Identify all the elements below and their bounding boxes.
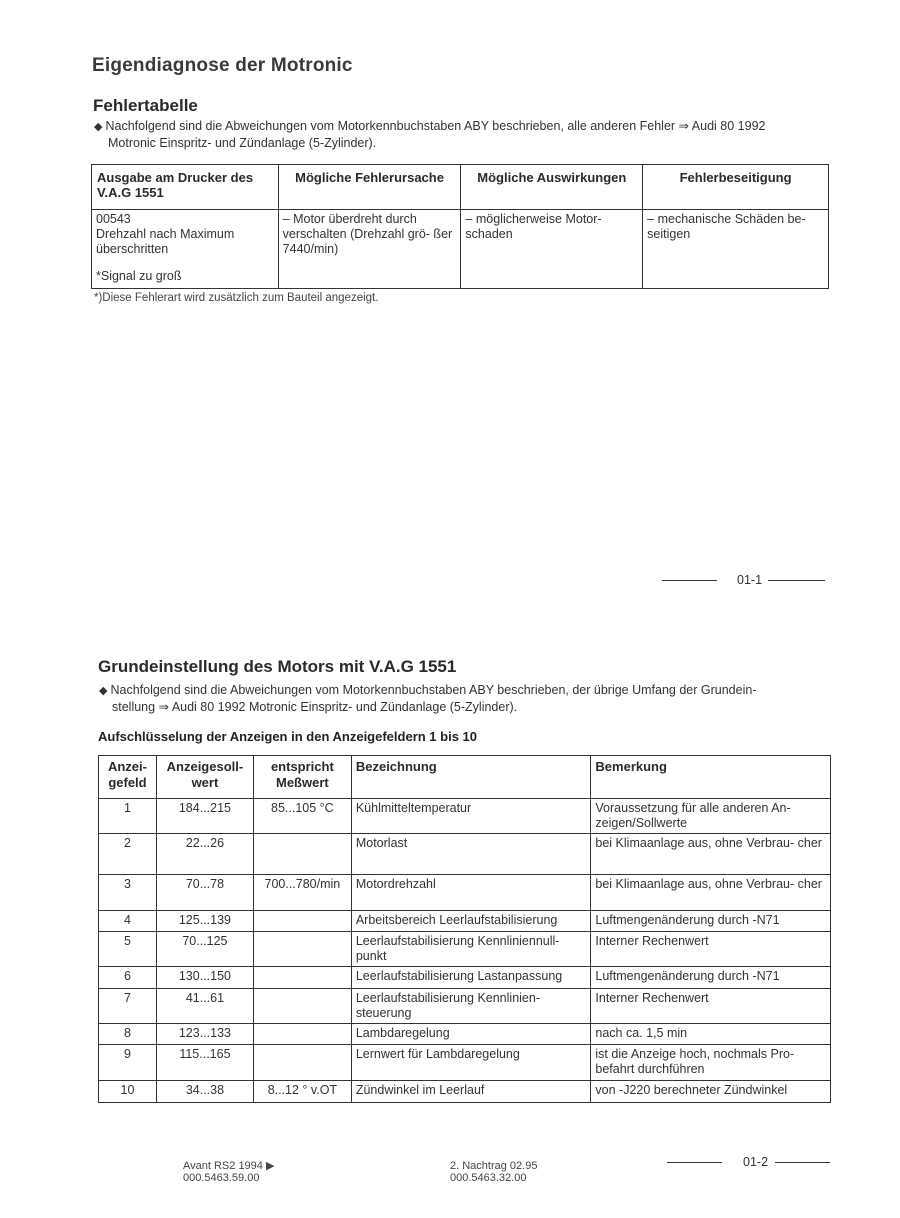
fault-effect: – möglicherweise Motor- schaden	[461, 210, 643, 289]
row-remark: Interner Rechenwert	[591, 989, 831, 1024]
row-measured	[253, 911, 351, 932]
row-target: 130...150	[156, 967, 253, 989]
divider	[667, 1162, 722, 1163]
row-field: 5	[99, 932, 157, 967]
fault-signal: *Signal zu groß	[96, 269, 182, 283]
row-target: 70...78	[156, 875, 253, 911]
row-target: 115...165	[156, 1045, 253, 1081]
table-row	[99, 799, 831, 834]
table-row	[99, 834, 831, 875]
row-field: 6	[99, 967, 157, 989]
row-field: 8	[99, 1024, 157, 1045]
section1-intro-line2: Motronic Einspritz- und Zündanlage (5-Zylinder).	[108, 136, 377, 150]
row-remark: von -J220 berechneter Zündwinkel	[591, 1081, 831, 1103]
table-row	[99, 932, 831, 967]
row-name: Leerlaufstabilisierung Kennlinien- steuerung	[351, 989, 591, 1024]
row-name: Zündwinkel im Leerlauf	[351, 1081, 591, 1103]
row-remark: Luftmengenänderung durch -N71	[591, 911, 831, 932]
table-row	[99, 1045, 831, 1081]
footer-supplement: 2. Nachtrag 02.95	[450, 1160, 538, 1172]
footer-model: Avant RS2 1994	[183, 1160, 263, 1172]
footer-middle	[450, 1160, 537, 1184]
row-name: Motordrehzahl	[351, 875, 591, 911]
row-field: 10	[99, 1081, 157, 1103]
row-target: 70...125	[156, 932, 253, 967]
fault-table	[91, 164, 829, 289]
triangle-marker-icon: ▶	[262, 1160, 275, 1172]
section2-subheading: Aufschlüsselung der Anzeigen in den Anzeigefeldern 1 bis 10	[98, 729, 477, 744]
row-measured	[253, 1024, 351, 1045]
row-measured	[253, 967, 351, 989]
table-row	[99, 875, 831, 911]
row-remark: Voraussetzung für alle anderen An- zeigen/Sollwerte	[591, 799, 831, 834]
row-remark: ist die Anzeige hoch, nochmals Pro- befahrt durchführen	[591, 1045, 831, 1081]
table-row	[92, 210, 829, 289]
row-measured	[253, 834, 351, 875]
row-field: 2	[99, 834, 157, 875]
table-row	[99, 989, 831, 1024]
header-field: Anzei- gefeld	[99, 756, 157, 799]
row-remark: Luftmengenänderung durch -N71	[591, 967, 831, 989]
row-name: Motorlast	[351, 834, 591, 875]
header-target: Anzeigesoll- wert	[156, 756, 253, 799]
row-field: 4	[99, 911, 157, 932]
footer-doc-number: 000.5463.59.00	[183, 1172, 260, 1184]
row-field: 1	[99, 799, 157, 834]
row-remark: bei Klimaanlage aus, ohne Verbrau- cher	[591, 834, 831, 875]
row-field: 3	[99, 875, 157, 911]
fault-table-header	[92, 165, 829, 210]
section1-footnote: *)Diese Fehlerart wird zusätzlich zum Bauteil angezeigt.	[94, 292, 379, 304]
row-remark: Interner Rechenwert	[591, 932, 831, 967]
fault-code: 00543	[96, 212, 131, 226]
fault-output-cell	[92, 210, 279, 289]
table-row	[99, 967, 831, 989]
row-measured: 700...780/min	[253, 875, 351, 911]
row-measured	[253, 989, 351, 1024]
row-target: 22...26	[156, 834, 253, 875]
row-field: 9	[99, 1045, 157, 1081]
bullet-arrow-icon: ◆	[99, 685, 108, 697]
table-row	[99, 1024, 831, 1045]
section2-title: Grundeinstellung des Motors mit V.A.G 1551	[98, 657, 457, 676]
header-remark: Bemerkung	[591, 756, 831, 799]
row-target: 41...61	[156, 989, 253, 1024]
row-target: 184...215	[156, 799, 253, 834]
display-table-body	[99, 799, 831, 1103]
fault-fix: – mechanische Schäden be- seitigen	[643, 210, 829, 289]
fault-header-effect: Mögliche Auswirkungen	[461, 165, 643, 210]
row-measured: 85...105 °C	[253, 799, 351, 834]
display-table-header	[99, 756, 831, 799]
row-name: Lernwert für Lambdaregelung	[351, 1045, 591, 1081]
section2-intro	[99, 682, 839, 715]
fault-description: Drehzahl nach Maximum überschritten	[96, 227, 235, 256]
display-fields-table	[98, 755, 831, 1103]
row-measured	[253, 932, 351, 967]
divider	[775, 1162, 830, 1163]
divider	[662, 580, 717, 581]
row-target: 125...139	[156, 911, 253, 932]
section1-title: Eigendiagnose der Motronic	[92, 55, 353, 76]
fault-header-fix: Fehlerbeseitigung	[643, 165, 829, 210]
row-name: Arbeitsbereich Leerlaufstabilisierung	[351, 911, 591, 932]
row-target: 34...38	[156, 1081, 253, 1103]
row-remark: nach ca. 1,5 min	[591, 1024, 831, 1045]
header-measured: entspricht Meßwert	[253, 756, 351, 799]
fault-cause: – Motor überdreht durch verschalten (Drehzahl grö- ßer 7440/min)	[278, 210, 461, 289]
row-name: Kühlmitteltemperatur	[351, 799, 591, 834]
footer-supplement-number: 000.5463.32.00	[450, 1172, 527, 1184]
section1-subtitle: Fehlertabelle	[93, 96, 198, 115]
section1-intro	[94, 118, 854, 151]
row-name: Leerlaufstabilisierung Lastanpassung	[351, 967, 591, 989]
bullet-arrow-icon: ◆	[94, 121, 103, 133]
table-row	[99, 911, 831, 932]
row-measured	[253, 1045, 351, 1081]
header-name: Bezeichnung	[351, 756, 591, 799]
fault-header-cause: Mögliche Fehlerursache	[278, 165, 461, 210]
page-number-2: 01-2	[743, 1155, 769, 1169]
page-number-1: 01-1	[737, 573, 763, 587]
divider	[768, 580, 825, 581]
fault-header-output: Ausgabe am Drucker des V.A.G 1551	[92, 165, 279, 210]
section2-intro-line2: stellung ⇒ Audi 80 1992 Motronic Einspritz- und Zündanlage (5-Zylinder).	[112, 700, 518, 714]
section1-intro-line1: Nachfolgend sind die Abweichungen vom Motorkennbuchstaben ABY beschrieben, alle anderen Fehler ⇒ Audi 80 1992	[105, 119, 766, 133]
footer-left	[183, 1160, 274, 1184]
row-name: Leerlaufstabilisierung Kennliniennull- punkt	[351, 932, 591, 967]
row-remark: bei Klimaanlage aus, ohne Verbrau- cher	[591, 875, 831, 911]
row-target: 123...133	[156, 1024, 253, 1045]
row-measured: 8...12 ° v.OT	[253, 1081, 351, 1103]
row-field: 7	[99, 989, 157, 1024]
section2-intro-line1: Nachfolgend sind die Abweichungen vom Motorkennbuchstaben ABY beschrieben, der übrige Umfang der Grundein-	[110, 683, 757, 697]
table-row	[99, 1081, 831, 1103]
row-name: Lambdaregelung	[351, 1024, 591, 1045]
